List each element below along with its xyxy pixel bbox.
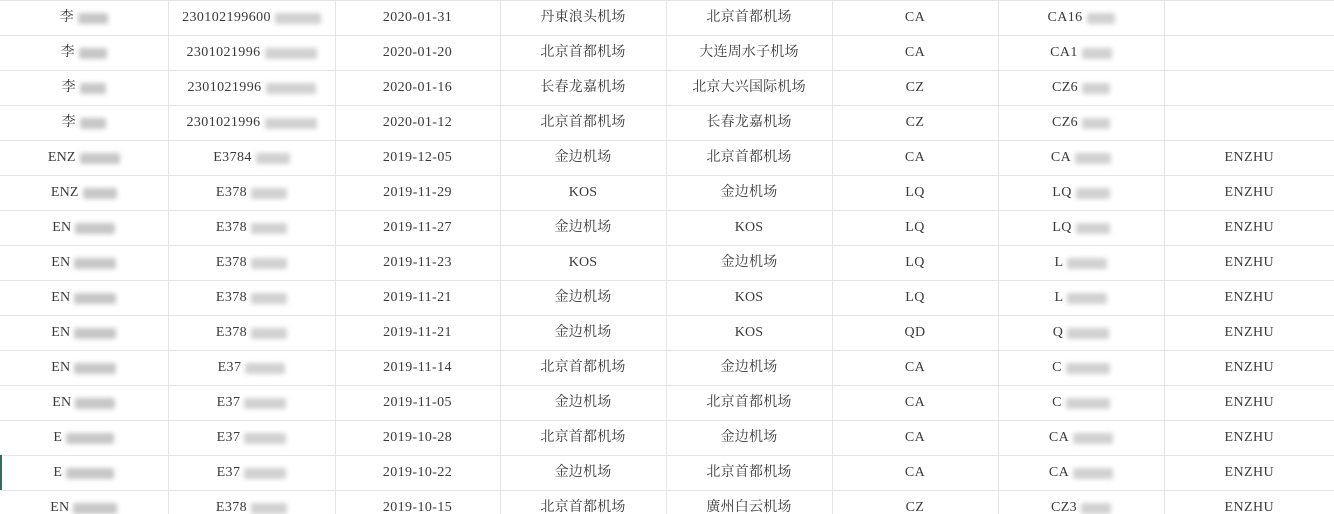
cell-passenger-name [0,421,168,456]
cell-airline-code-text: CZ [905,115,925,130]
cell-flight-number-redaction [1073,433,1113,444]
cell-airline-code [832,36,998,71]
cell-passenger-name-text: E [53,465,63,480]
cell-passenger-name [0,36,168,71]
cell-departure-airport [500,316,666,351]
cell-airline-code [832,421,998,456]
cell-arrival-airport [666,1,832,36]
cell-airline-code-text: LQ [905,185,925,200]
cell-airline-code [832,211,998,246]
cell-flight-number-text: L [1054,255,1064,270]
cell-flight-date-text: 2020-01-31 [382,10,453,25]
cell-departure-airport-text: 北京首都机场 [540,500,626,514]
cell-tag [1164,351,1334,386]
cell-flight-number [998,316,1164,351]
cell-flight-date-text: 2019-11-14 [383,360,452,375]
cell-passenger-name [0,316,168,351]
cell-flight-date-text: 2020-01-16 [382,80,453,95]
cell-arrival-airport-text: 金边机场 [720,185,778,200]
table-row[interactable] [0,351,1334,386]
cell-flight-date [335,71,500,106]
cell-tag [1164,456,1334,491]
cell-flight-date-text: 2019-10-22 [382,465,453,480]
cell-flight-number-text: CA [1048,430,1070,445]
cell-id-number-text: 2301021996 [186,115,261,130]
cell-flight-number [998,36,1164,71]
cell-id-number-redaction [275,13,321,24]
cell-flight-number [998,386,1164,421]
cell-tag-text: ENZHU [1224,185,1274,200]
cell-airline-code-text: QD [904,325,926,340]
cell-id-number-redaction [244,398,286,409]
cell-flight-date-text: 2020-01-20 [382,45,453,60]
cell-departure-airport-text: 金边机场 [554,290,612,305]
cell-passenger-name-redaction [80,118,106,129]
cell-flight-number [998,351,1164,386]
cell-arrival-airport [666,211,832,246]
cell-tag-text: ENZHU [1224,395,1274,410]
cell-tag [1164,421,1334,456]
cell-arrival-airport [666,106,832,141]
cell-flight-date [335,316,500,351]
cell-flight-number [998,456,1164,491]
cell-id-number-text: E37 [217,360,242,375]
cell-airline-code [832,351,998,386]
cell-flight-number-text: C [1052,395,1062,410]
cell-passenger-name-redaction [83,188,117,199]
cell-arrival-airport [666,176,832,211]
cell-departure-airport-text: 长春龙嘉机场 [540,80,626,95]
cell-flight-number [998,71,1164,106]
cell-id-number-text: E378 [215,255,248,270]
cell-airline-code-text: CA [904,45,926,60]
cell-flight-number [998,281,1164,316]
cell-id-number-redaction [244,468,286,479]
cell-departure-airport [500,456,666,491]
cell-id-number-text: E378 [215,185,248,200]
cell-passenger-name [0,456,168,491]
cell-airline-code [832,316,998,351]
cell-departure-airport [500,421,666,456]
cell-arrival-airport-text: 金边机场 [720,360,778,375]
cell-passenger-name [0,386,168,421]
cell-id-number [168,36,335,71]
cell-flight-date [335,36,500,71]
cell-tag [1164,106,1334,141]
cell-passenger-name [0,106,168,141]
cell-tag-text: ENZHU [1224,500,1274,514]
cell-passenger-name-text: EN [52,220,72,235]
cell-tag [1164,71,1334,106]
cell-airline-code-text: CA [904,465,926,480]
cell-id-number-redaction [251,188,287,199]
table-row[interactable] [0,456,1334,491]
cell-id-number [168,351,335,386]
cell-departure-airport-text: 北京首都机场 [540,45,626,60]
cell-flight-number-redaction [1076,223,1110,234]
cell-id-number-redaction [251,328,287,339]
cell-arrival-airport [666,246,832,281]
cell-id-number [168,141,335,176]
cell-arrival-airport [666,316,832,351]
cell-flight-date [335,386,500,421]
cell-flight-date [335,211,500,246]
cell-passenger-name [0,141,168,176]
cell-tag [1164,211,1334,246]
cell-flight-date-text: 2019-11-21 [383,325,452,340]
cell-passenger-name-redaction [78,13,108,24]
cell-airline-code-text: CA [904,10,926,25]
table-body [0,1,1334,514]
cell-airline-code-text: CZ [905,80,925,95]
cell-arrival-airport-text: 大连周水子机场 [699,45,799,60]
cell-tag [1164,281,1334,316]
cell-departure-airport [500,176,666,211]
cell-flight-number-text: CA1 [1050,45,1078,60]
cell-id-number [168,1,335,36]
cell-flight-number-text: CA [1050,150,1072,165]
cell-arrival-airport [666,351,832,386]
cell-passenger-name [0,71,168,106]
cell-flight-date-text: 2019-11-23 [383,255,452,270]
cell-flight-date-text: 2019-10-28 [382,430,453,445]
cell-flight-number-text: CZ6 [1051,115,1079,130]
cell-departure-airport [500,106,666,141]
cell-flight-number [998,1,1164,36]
cell-arrival-airport [666,281,832,316]
cell-departure-airport-text: 北京首都机场 [540,360,626,375]
cell-passenger-name-redaction [66,433,114,444]
table-row[interactable] [0,491,1334,514]
cell-arrival-airport [666,456,832,491]
cell-arrival-airport [666,421,832,456]
cell-tag-text: ENZHU [1224,290,1274,305]
cell-id-number [168,281,335,316]
cell-id-number-redaction [251,258,287,269]
cell-arrival-airport-text: 长春龙嘉机场 [706,115,792,130]
cell-passenger-name-text: ENZ [50,185,79,200]
cell-airline-code [832,386,998,421]
cell-flight-number-redaction [1075,153,1111,164]
cell-flight-date-text: 2019-11-29 [383,185,452,200]
cell-passenger-name-redaction [74,328,116,339]
table-row[interactable] [0,386,1334,421]
cell-tag [1164,176,1334,211]
cell-passenger-name-text: EN [51,255,71,270]
cell-flight-number-text: CA [1048,465,1070,480]
cell-departure-airport [500,281,666,316]
cell-passenger-name [0,281,168,316]
cell-tag [1164,141,1334,176]
cell-flight-number-redaction [1081,503,1111,514]
cell-departure-airport-text: 北京首都机场 [540,115,626,130]
cell-id-number-redaction [265,48,317,59]
cell-flight-date [335,246,500,281]
cell-tag-text: ENZHU [1224,255,1274,270]
table-row[interactable] [0,176,1334,211]
cell-arrival-airport-text: 北京大兴国际机场 [692,80,806,95]
cell-passenger-name-text: EN [50,500,70,514]
cell-id-number-text: E37 [216,395,241,410]
cell-arrival-airport-text: 金边机场 [720,430,778,445]
cell-departure-airport [500,1,666,36]
cell-departure-airport [500,351,666,386]
cell-flight-date [335,351,500,386]
cell-id-number-redaction [266,83,316,94]
cell-airline-code-text: LQ [905,255,925,270]
cell-flight-number-text: CZ3 [1050,500,1078,514]
cell-tag [1164,246,1334,281]
cell-departure-airport [500,246,666,281]
cell-flight-date [335,141,500,176]
cell-airline-code [832,176,998,211]
cell-flight-number-text: LQ [1052,185,1072,200]
cell-id-number [168,176,335,211]
cell-departure-airport-text: KOS [568,185,598,200]
cell-airline-code [832,106,998,141]
cell-arrival-airport-text: 北京首都机场 [706,395,792,410]
cell-passenger-name-redaction [73,503,117,514]
cell-airline-code-text: CA [904,150,926,165]
cell-flight-date-text: 2019-12-05 [382,150,453,165]
cell-passenger-name-redaction [74,363,116,374]
cell-passenger-name-text: E [53,430,63,445]
cell-departure-airport-text: 丹東浪头机场 [540,10,626,25]
cell-passenger-name [0,246,168,281]
cell-passenger-name-text: EN [51,360,71,375]
cell-arrival-airport [666,386,832,421]
cell-id-number [168,316,335,351]
cell-passenger-name-redaction [80,83,106,94]
cell-passenger-name-text: ENZ [47,150,76,165]
cell-departure-airport [500,36,666,71]
cell-tag [1164,1,1334,36]
cell-flight-date [335,491,500,514]
cell-airline-code [832,141,998,176]
cell-airline-code-text: CA [904,395,926,410]
cell-flight-number [998,246,1164,281]
cell-passenger-name [0,176,168,211]
cell-flight-number-redaction [1073,468,1113,479]
cell-id-number-text: E378 [215,325,248,340]
table-row[interactable] [0,281,1334,316]
cell-id-number-text: E37 [216,465,241,480]
cell-id-number [168,491,335,514]
cell-departure-airport-text: 金边机场 [554,150,612,165]
table-row[interactable] [0,71,1334,106]
cell-flight-number-redaction [1067,328,1109,339]
cell-id-number-text: 2301021996 [187,80,262,95]
cell-flight-number-redaction [1066,398,1110,409]
cell-tag-text: ENZHU [1224,430,1274,445]
table-row[interactable] [0,106,1334,141]
cell-flight-number-redaction [1082,48,1112,59]
cell-id-number [168,456,335,491]
cell-flight-number-text: LQ [1052,220,1072,235]
cell-airline-code-text: CZ [905,500,925,514]
cell-flight-number [998,106,1164,141]
table-row[interactable] [0,141,1334,176]
cell-arrival-airport-text: KOS [734,325,764,340]
cell-flight-number-redaction [1082,83,1110,94]
cell-departure-airport [500,141,666,176]
cell-flight-date [335,106,500,141]
table-row[interactable] [0,36,1334,71]
cell-id-number-text: E3784 [213,150,252,165]
cell-airline-code [832,456,998,491]
cell-flight-number [998,141,1164,176]
cell-arrival-airport-text: KOS [734,290,764,305]
cell-airline-code [832,281,998,316]
cell-id-number [168,246,335,281]
cell-flight-number-text: CZ6 [1051,80,1079,95]
table-row[interactable] [0,421,1334,456]
cell-id-number-text: E378 [215,290,248,305]
cell-tag-text: ENZHU [1224,465,1274,480]
cell-departure-airport-text: KOS [568,255,598,270]
cell-passenger-name [0,211,168,246]
cell-airline-code [832,1,998,36]
cell-arrival-airport [666,36,832,71]
cell-flight-number [998,176,1164,211]
table-row[interactable] [0,1,1334,36]
cell-airline-code [832,491,998,514]
cell-id-number-redaction [256,153,290,164]
cell-id-number-text: E37 [216,430,241,445]
cell-tag-text: ENZHU [1224,325,1274,340]
cell-departure-airport-text: 金边机场 [554,325,612,340]
cell-flight-number-text: L [1054,290,1064,305]
cell-id-number-redaction [245,363,285,374]
cell-tag-text: ENZHU [1224,220,1274,235]
cell-tag [1164,36,1334,71]
cell-id-number-redaction [251,503,287,514]
cell-flight-number-redaction [1082,118,1110,129]
cell-flight-date-text: 2019-11-21 [383,290,452,305]
cell-passenger-name-text: 李 [61,115,76,130]
cell-flight-number-text: CA16 [1047,10,1083,25]
cell-passenger-name-text: EN [51,325,71,340]
cell-id-number-redaction [251,223,287,234]
cell-departure-airport-text: 北京首都机场 [540,430,626,445]
cell-arrival-airport-text: 金边机场 [720,255,778,270]
cell-id-number [168,211,335,246]
cell-flight-number-redaction [1067,258,1107,269]
cell-passenger-name-text: EN [52,395,72,410]
cell-flight-number-redaction [1066,363,1110,374]
cell-flight-date-text: 2020-01-12 [382,115,453,130]
cell-airline-code-text: LQ [905,290,925,305]
cell-flight-number [998,421,1164,456]
cell-airline-code-text: CA [904,430,926,445]
cell-departure-airport [500,211,666,246]
cell-departure-airport [500,491,666,514]
cell-flight-number [998,491,1164,514]
cell-passenger-name [0,1,168,36]
cell-id-number [168,421,335,456]
cell-passenger-name-redaction [66,468,114,479]
table-row[interactable] [0,211,1334,246]
row-selection-marker [0,455,2,490]
cell-id-number-text: E378 [215,220,248,235]
cell-airline-code-text: LQ [905,220,925,235]
cell-departure-airport-text: 金边机场 [554,465,612,480]
cell-passenger-name-redaction [80,153,120,164]
cell-flight-number-redaction [1076,188,1110,199]
cell-arrival-airport [666,141,832,176]
cell-tag [1164,386,1334,421]
cell-id-number [168,106,335,141]
cell-passenger-name-redaction [74,258,116,269]
cell-arrival-airport-text: KOS [734,220,764,235]
cell-flight-number [998,211,1164,246]
cell-id-number-redaction [244,433,286,444]
cell-passenger-name-text: EN [51,290,71,305]
cell-passenger-name [0,491,168,514]
cell-airline-code [832,71,998,106]
cell-passenger-name-redaction [74,293,116,304]
cell-passenger-name-text: 李 [59,10,74,25]
cell-arrival-airport-text: 北京首都机场 [706,10,792,25]
cell-flight-date-text: 2019-11-05 [383,395,452,410]
cell-flight-number-text: Q [1052,325,1064,340]
cell-flight-date [335,176,500,211]
cell-flight-date-text: 2019-11-27 [383,220,452,235]
cell-id-number-redaction [265,118,317,129]
cell-passenger-name-text: 李 [61,80,76,95]
cell-id-number-text: 230102199600 [182,10,271,25]
cell-flight-number-redaction [1067,293,1107,304]
cell-flight-date-text: 2019-10-15 [382,500,453,514]
cell-flight-date [335,456,500,491]
cell-arrival-airport-text: 北京首都机场 [706,150,792,165]
cell-airline-code-text: CA [904,360,926,375]
cell-id-number-redaction [251,293,287,304]
cell-id-number [168,386,335,421]
cell-departure-airport [500,386,666,421]
table-row[interactable] [0,246,1334,281]
cell-flight-number-redaction [1087,13,1115,24]
cell-departure-airport-text: 金边机场 [554,395,612,410]
cell-id-number-text: E378 [215,500,248,514]
cell-id-number-text: 2301021996 [186,45,261,60]
cell-passenger-name-redaction [79,48,107,59]
cell-passenger-name-redaction [75,223,115,234]
table-row[interactable] [0,316,1334,351]
cell-passenger-name [0,351,168,386]
cell-arrival-airport-text: 北京首都机场 [706,465,792,480]
cell-passenger-name-text: 李 [60,45,75,60]
cell-arrival-airport [666,71,832,106]
cell-flight-date [335,281,500,316]
cell-id-number [168,71,335,106]
cell-tag [1164,491,1334,514]
cell-passenger-name-redaction [75,398,115,409]
cell-departure-airport [500,71,666,106]
cell-flight-number-text: C [1052,360,1062,375]
cell-tag-text: ENZHU [1224,360,1274,375]
cell-tag [1164,316,1334,351]
cell-arrival-airport [666,491,832,514]
cell-flight-date [335,1,500,36]
cell-arrival-airport-text: 廣州白云机场 [706,500,792,514]
cell-departure-airport-text: 金边机场 [554,220,612,235]
cell-tag-text: ENZHU [1224,150,1274,165]
cell-airline-code [832,246,998,281]
cell-flight-date [335,421,500,456]
